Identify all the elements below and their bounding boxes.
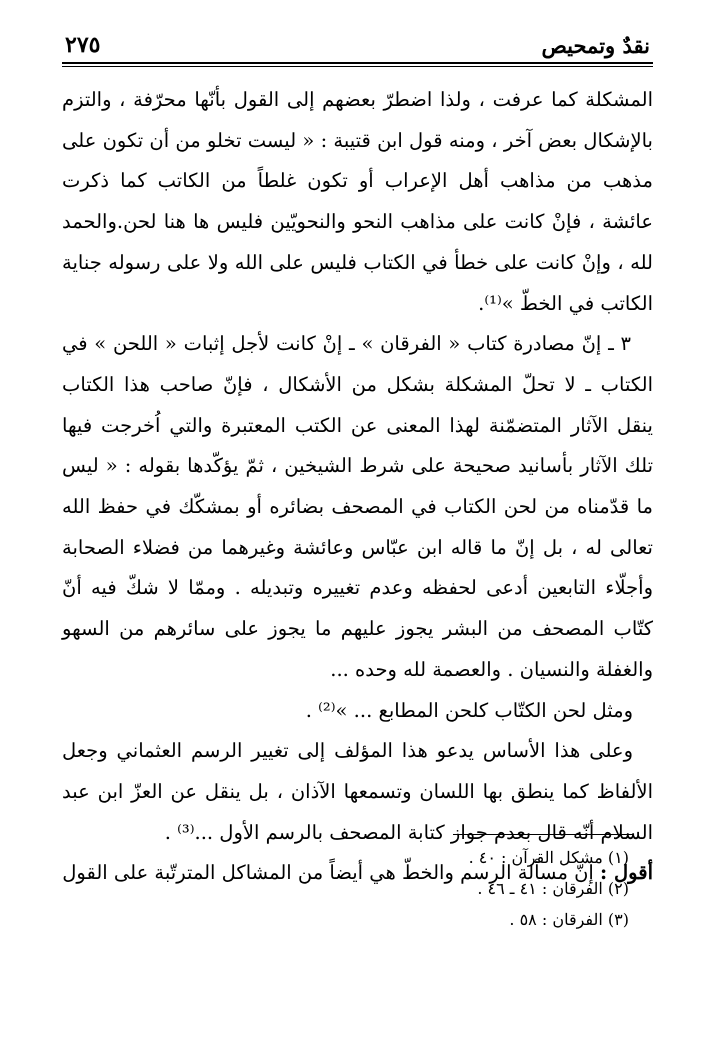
running-title: نقدٌ وتمحيص — [541, 33, 650, 58]
paragraph: ومثل لحن الكتّاب كلحن المطابع ... »⁽²⁾ . — [305, 698, 633, 722]
lead-word: أقول : — [600, 861, 653, 885]
paragraph: المشكلة كما عرفت ، ولذا اضطرّ بعضهم إلى القول بأنّها محرّفة ، والتزم بالإشكال بعض آخر ، ومنه قول ابن قتيبة : « ليست تخلو من أن تكون على مذهب من مذاهب أهل الإعراب أو تكون غلطاً من الكاتب كما ذكرت عائشة ، فإنْ كانت على مذاهب النحو والنحويّين فليس ها هنا لحن.والحمد لله ، وإنْ كانت على خطأ في الكتاب فليس على الله ولا على رسوله جناية الكاتب في الخطّ »⁽¹⁾. — [62, 88, 653, 315]
body-text — [62, 80, 653, 894]
header-rule-thick — [62, 62, 653, 64]
page-number: ٢٧٥ — [65, 32, 101, 58]
footnote: (٣) الفرقان : ٥٨ . — [509, 910, 629, 929]
running-header — [65, 28, 650, 58]
footnotes — [69, 842, 629, 935]
header-rule-thin — [62, 66, 653, 67]
footnote: (١) مشكل القرآن : ٤٠ . — [468, 848, 629, 867]
footnote-rule — [453, 834, 633, 835]
footnote: (٢) الفرقان : ٤١ ـ ٤٦ . — [477, 879, 629, 898]
paragraph-text: إنّ مسألة الرسم والخطّ هي أيضاً من المشاكل المترتّبة على القول — [62, 861, 601, 885]
paragraph: وعلى هذا الأساس يدعو هذا المؤلف إلى تغيير الرسم العثماني وجعل الألفاظ كما ينطق بها اللسان وتسمعها الآذان ، بل ينقل عن العزّ ابن عبد السلام أنّه قال بعدم جواز كتابة المصحف بالرسم الأول ...⁽³⁾ . — [62, 739, 653, 844]
paragraph: ٣ ـ إنّ مصادرة كتاب « الفرقان » ـ إنْ كانت لأجل إثبات « اللحن » في الكتاب ـ لا تحلّ المشكلة بشكل من الأشكال ، فإنّ صاحب هذا الكتاب ينقل الآثار المتضمّنة لهذا المعنى عن الكتب المعتبرة والتي اُخرجت فيها تلك الآثار بأسانيد صحيحة على شرط الشيخين ، ثمّ يؤكّدها بقوله : « ليس ما قدّمناه من لحن الكتاب في المصحف بضائره أو بمشكّك في حفظ الله تعالى له ، بل إنّ ما قاله ابن عبّاس وعائشة وغيرهما من فضلاء الصحابة وأجلّاء التابعين أدعى لحفظه وعدم تغييره وتبديله . وممّا لا شكّ فيه أنّ كتّاب المصحف من البشر يجوز عليهم ما يجوز على سائرهم من السهو والغفلة والنسيان . والعصمة لله وحده ... — [62, 332, 653, 681]
